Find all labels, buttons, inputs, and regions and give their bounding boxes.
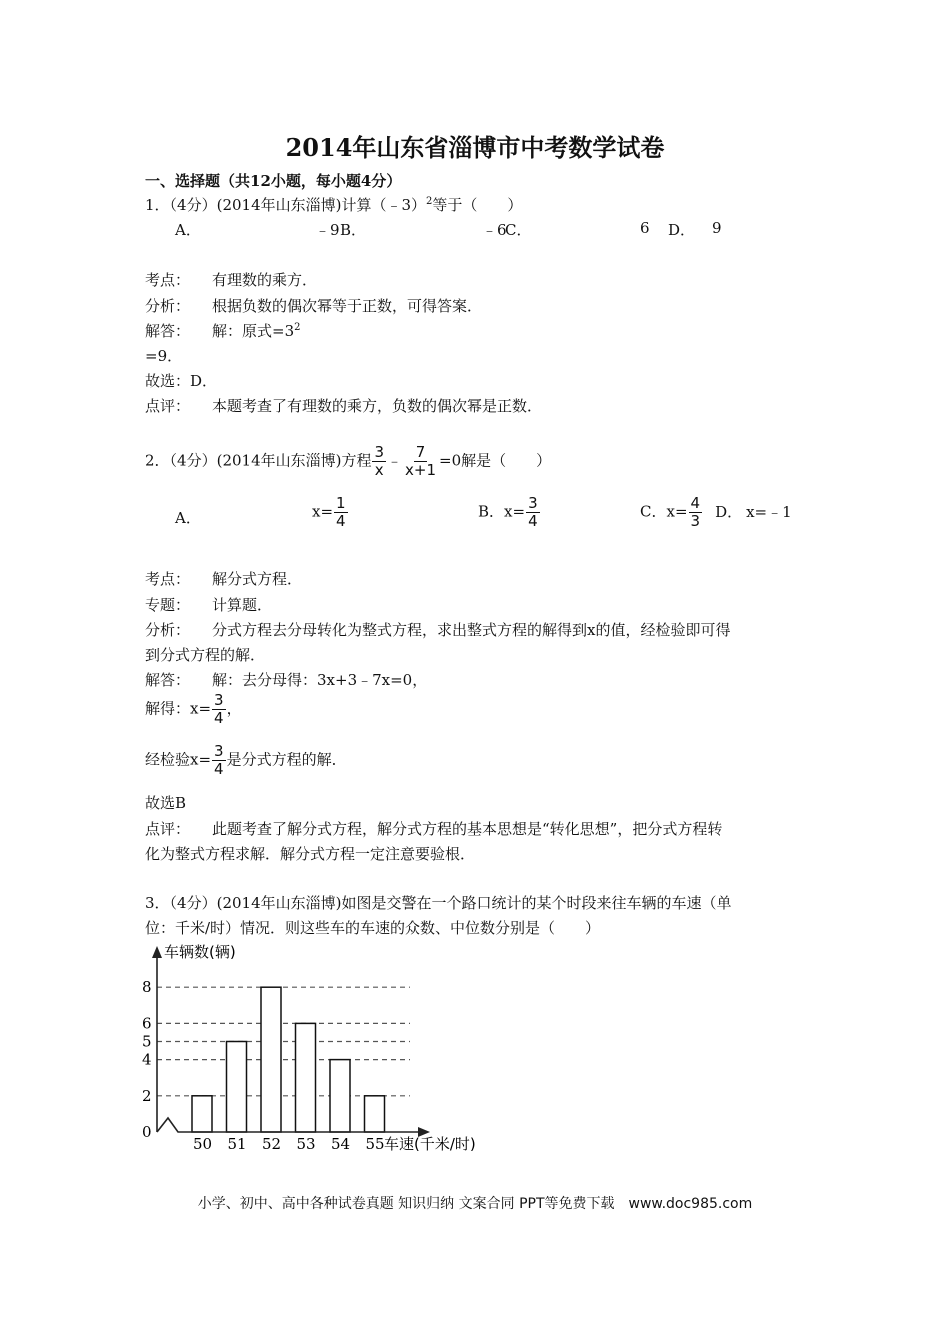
q2-option-b-prefix: x=	[504, 502, 526, 521]
q1-option-d-label: D．	[668, 221, 696, 239]
q2-kaodian-label: 考点：	[145, 570, 191, 588]
fraction-numerator: 3	[374, 443, 385, 461]
q2-jieda-text: 解：去分母得：3x+3﹣7x=0，	[212, 671, 428, 689]
chart-gridlines	[157, 987, 410, 1096]
q2-fraction-1	[372, 444, 386, 479]
fraction-numerator: 3	[528, 494, 538, 512]
q1-kaodian	[145, 269, 317, 290]
y-tick-label: 6	[142, 1014, 152, 1033]
fraction-denominator: 4	[214, 709, 224, 727]
y-tick-label: 8	[142, 978, 152, 997]
x-tick-label: 50	[192, 1135, 213, 1153]
q2-solution-prefix: 解得：x=	[145, 699, 212, 718]
q1-option-b-label: B．	[340, 221, 367, 239]
q2-fenxi-text: 分式方程去分母转化为整式方程，求出整式方程的解得到x的值，经检验即可得	[212, 621, 731, 639]
q1-dianping-text: 本题考查了有理数的乘方，负数的偶次幂是正数．	[212, 397, 543, 415]
q2-dianping-line2: 化为整式方程求解．解分式方程一定注意要验根．	[145, 845, 476, 863]
q2-option-c-fraction	[689, 495, 703, 530]
q2-option-c-label: C．	[640, 502, 667, 521]
q1-option-a-label: A．	[175, 221, 201, 239]
fraction-denominator: 4	[336, 512, 346, 530]
chart-bar	[365, 1096, 385, 1132]
q2-stem	[145, 444, 551, 479]
q2-solution-end: ，	[226, 699, 242, 718]
chart-bar	[296, 1023, 316, 1132]
q1-stem-text: 1．（4分）(2014年山东淄博)计算（﹣3）	[145, 196, 427, 214]
q2-option-b	[478, 495, 541, 530]
chart-bar	[192, 1096, 212, 1132]
y-tick-label: 4	[142, 1050, 152, 1069]
q1-stem-end: 等于（ ）	[432, 196, 523, 214]
y-tick-labels	[142, 978, 152, 1141]
q2-option-b-label: B．	[478, 502, 505, 521]
y-tick-label: 2	[142, 1086, 152, 1105]
q2-minus-sign: ﹣	[387, 451, 403, 470]
q1-stem	[145, 194, 522, 215]
x-axis-title: 车速(千米/时)	[384, 1135, 476, 1153]
fraction-numerator: 1	[336, 494, 346, 512]
fraction-numerator: 4	[690, 494, 701, 512]
fraction-denominator: x+1	[405, 461, 437, 479]
q2-fenxi-label: 分析：	[145, 621, 191, 639]
q2-option-b-fraction	[526, 495, 540, 530]
chart-bar	[261, 987, 281, 1132]
q1-fenxi	[145, 295, 482, 316]
fraction-denominator: 4	[214, 760, 224, 778]
q1-jieda-exponent: 2	[294, 322, 301, 333]
q2-option-a-fraction	[334, 495, 348, 530]
q1-dianping-label: 点评：	[145, 397, 191, 415]
q2-option-c	[640, 495, 792, 530]
fraction-numerator: 3	[214, 691, 224, 709]
chart-bar	[330, 1060, 350, 1132]
q2-check-fraction	[212, 743, 226, 778]
page-footer: 小学、初中、高中各种试卷真题 知识归纳 文案合同 PPT等免费下载 www.doc985.com	[197, 1196, 753, 1212]
q1-option-c-value: 6	[640, 219, 650, 237]
q2-zhuanti-text: 计算题．	[212, 596, 273, 614]
q2-option-d-label: D．	[715, 502, 743, 521]
q1-jieda	[145, 320, 301, 341]
q1-fenxi-text: 根据负数的偶次幂等于正数，可得答案．	[212, 297, 483, 315]
q2-stem-end: =0解是（ ）	[439, 451, 552, 470]
q2-answer: 故选B	[145, 794, 187, 812]
x-tick-label: 54	[330, 1135, 351, 1153]
q2-fraction-2	[403, 444, 438, 479]
q2-option-a	[312, 495, 349, 530]
q2-dianping-text: 此题考查了解分式方程，解分式方程的基本思想是“转化思想”，把分式方程转	[212, 820, 723, 838]
q3-stem-line1: 3．（4分）(2014年山东淄博)如图是交警在一个路口统计的某个时段来往车辆的车速（单	[145, 894, 732, 912]
x-tick-label: 52	[261, 1135, 282, 1153]
q1-option-a-value: ﹣9	[315, 221, 340, 239]
q2-jieda-label: 解答：	[145, 671, 191, 689]
q2-dianping-label: 点评：	[145, 820, 191, 838]
q2-zhuanti-label: 专题：	[145, 596, 191, 614]
chart-bar	[227, 1042, 247, 1133]
q2-zhuanti	[145, 594, 272, 615]
q2-solution-fraction	[212, 692, 226, 727]
y-tick-label: 0	[142, 1123, 152, 1141]
q1-kaodian-text: 有理数的乘方．	[212, 271, 318, 289]
q2-stem-text: 2．（4分）(2014年山东淄博)方程	[145, 451, 372, 470]
q1-jieda-text: 解：原式=3	[212, 322, 295, 340]
q1-option-c-label: C．	[505, 221, 532, 239]
q2-option-c-prefix: x=	[666, 502, 688, 521]
y-axis-title: 车辆数(辆)	[164, 943, 236, 961]
q1-option-d-value: 9	[712, 219, 722, 237]
q2-option-a-label: A．	[175, 509, 201, 527]
q2-kaodian-text: 解分式方程．	[212, 570, 303, 588]
q3-stem-line2: 位：千米/时）情况．则这些车的车速的众数、中位数分别是（ ）	[145, 919, 601, 937]
q2-check-prefix: 经检验x=	[145, 750, 212, 769]
q2-solution	[145, 692, 242, 727]
x-tick-label: 53	[296, 1135, 316, 1153]
q1-jieda-label: 解答：	[145, 322, 191, 340]
fraction-denominator: 3	[690, 512, 701, 530]
speed-bar-chart	[140, 938, 490, 1160]
y-tick-label: 5	[142, 1032, 152, 1051]
section-heading: 一、选择题（共12小题，每小题4分）	[145, 172, 402, 190]
q1-result-line: =9．	[145, 347, 183, 365]
q2-fenxi-line2: 到分式方程的解．	[145, 646, 266, 664]
x-tick-label: 55	[365, 1135, 385, 1153]
q2-check	[145, 743, 347, 778]
fraction-numerator: 3	[214, 742, 224, 760]
q1-kaodian-label: 考点：	[145, 271, 191, 289]
q2-jieda	[145, 669, 427, 690]
x-tick-label: 51	[227, 1135, 247, 1153]
page-title: 2014年山东省淄博市中考数学试卷	[285, 133, 665, 162]
fraction-denominator: x	[374, 461, 384, 479]
q1-option-b-value: ﹣6	[482, 221, 507, 239]
q2-dianping	[145, 818, 722, 839]
q2-kaodian	[145, 568, 302, 589]
fraction-denominator: 4	[528, 512, 538, 530]
q1-exponent: 2	[426, 196, 433, 207]
q2-check-end: 是分式方程的解．	[226, 750, 347, 769]
x-tick-labels	[193, 1135, 385, 1153]
q2-option-d-value: x=﹣1	[746, 502, 792, 521]
fraction-numerator: 7	[415, 443, 426, 461]
q2-option-a-prefix: x=	[312, 502, 334, 521]
y-axis-arrow-icon	[152, 946, 162, 958]
q2-fenxi	[145, 619, 730, 640]
q1-dianping	[145, 395, 542, 416]
q1-fenxi-label: 分析：	[145, 297, 191, 315]
q1-answer: 故选：D．	[145, 372, 218, 390]
